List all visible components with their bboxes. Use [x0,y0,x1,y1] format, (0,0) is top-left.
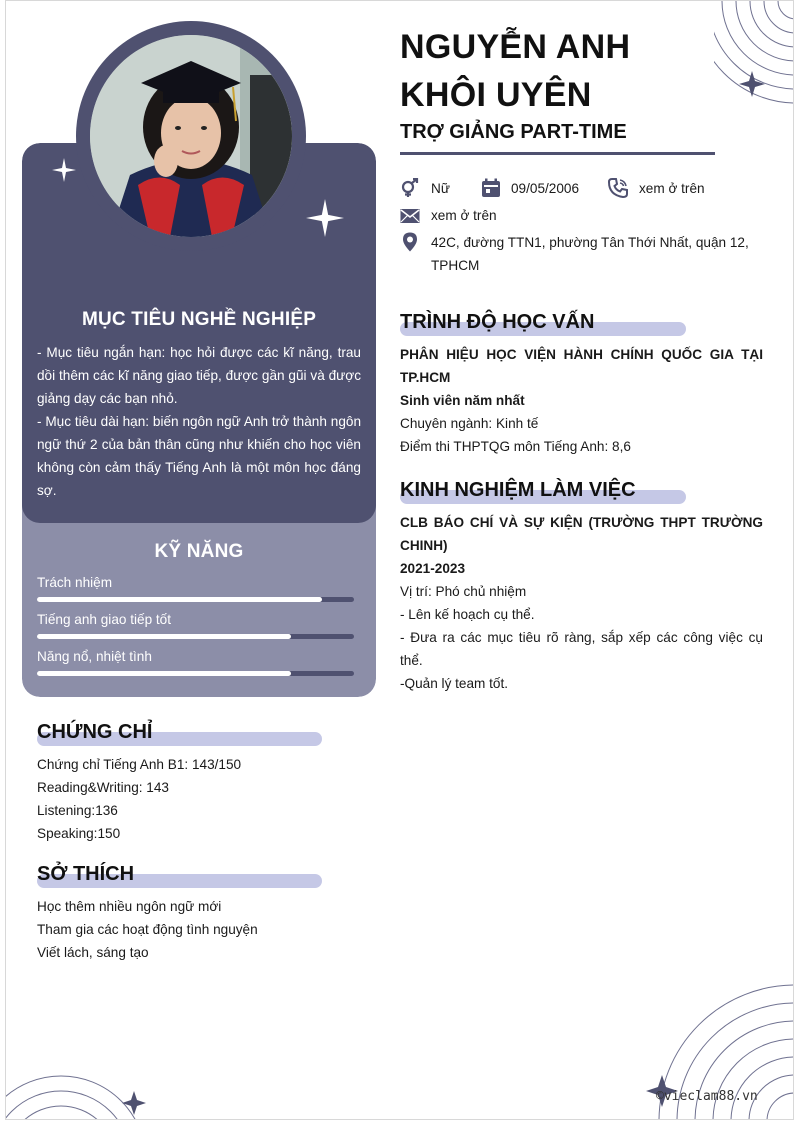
phone-value: xem ở trên [639,181,705,196]
education-body [400,343,763,458]
full-name [400,23,630,119]
skill-label: Trách nhiệm [37,575,113,590]
skill-bar-track [37,634,354,639]
education-score: Điểm thi THPTQG môn Tiếng Anh: 8,6 [400,439,631,454]
objective-short-term: - Mục tiêu ngắn hạn: học hỏi được các kĩ năng, trau dồi thêm các kĩ năng giao tiếp, được gần gũi và được giảng dạy các bạn nhỏ. [37,345,361,406]
job-title: TRỢ GIẢNG PART-TIME [400,121,627,143]
skill-bar-track [37,597,354,602]
sparkle-icon [52,158,76,182]
skill-bar-fill [37,671,291,676]
email-value: xem ở trên [431,208,497,223]
gender-icon [400,178,420,198]
certificate-line: Chứng chỉ Tiếng Anh B1: 143/150 [37,757,242,772]
name-line-1: NGUYỄN ANH [400,28,631,66]
skill-bar-fill [37,597,322,602]
hobby-line: Viết lách, sáng tạo [37,945,149,960]
calendar-icon [481,178,501,198]
certificates-title: CHỨNG CHỈ [37,721,153,743]
hobby-line: Học thêm nhiều ngôn ngữ mới [37,899,222,914]
skill-item [37,611,354,639]
objective-title: MỤC TIÊU NGHỀ NGHIỆP [81,309,317,330]
experience-duty: - Đưa ra các mục tiêu rõ ràng, sắp xếp các công việc cụ thể. [400,630,763,668]
hobbies-title: SỞ THÍCH [37,863,135,885]
mail-icon [400,206,420,226]
skill-bar-track [37,671,354,676]
skill-label: Tiếng anh giao tiếp tốt [37,612,172,627]
education-major: Chuyên ngành: Kinh tế [400,416,539,431]
address-line-1: 42C, đường TTN1, phường Tân Thới Nhất, quận 12, [431,235,749,250]
hobby-line: Tham gia các hoạt động tình nguyện [37,922,258,937]
job-title-underline [400,152,715,155]
certificate-line: Reading&Writing: 143 [37,780,169,795]
experience-body [400,511,763,695]
experience-position: Vị trí: Phó chủ nhiệm [400,584,527,599]
name-line-2: KHÔI UYÊN [400,76,592,114]
sparkle-icon [306,199,344,237]
decorative-arcs-bottom-left [6,1061,156,1120]
certificates-list [37,753,241,845]
gender-value: Nữ [431,181,450,196]
objective-long-term: - Mục tiêu dài hạn: biến ngôn ngữ Anh trở thành ngôn ngữ thứ 2 của bản thân cũng như khiến cho học viên không còn cảm thấy Tiếng Anh là một môn học đáng sợ. [37,414,361,498]
watermark: ©vieclam88.vn [656,1089,758,1104]
phone-icon [608,178,628,198]
skill-label: Năng nổ, nhiệt tình [37,649,152,664]
skill-item [37,648,354,676]
experience-period: 2021-2023 [400,561,466,576]
experience-org: CLB BÁO CHÍ VÀ SỰ KIỆN (TRƯỜNG THPT TRƯỜNG CHINH) [400,515,763,553]
location-icon [400,232,420,252]
objective-text [37,341,361,502]
hobbies-list [37,895,258,964]
address-line-2: TPHCM [431,258,480,273]
skill-bar-fill [37,634,291,639]
certificate-line: Speaking:150 [37,826,121,841]
experience-duty: - Lên kế hoạch cụ thể. [400,607,535,622]
experience-duty: -Quản lý team tốt. [400,676,509,691]
decorative-arcs-top [714,1,794,111]
skill-item [37,574,354,602]
address-value [431,231,749,277]
cv-page [5,0,794,1120]
education-status: Sinh viên năm nhất [400,393,525,408]
certificate-line: Listening:136 [37,803,118,818]
experience-title: KINH NGHIỆM LÀM VIỆC [400,479,636,501]
skills-title: KỸ NĂNG [154,541,244,562]
avatar [90,35,292,237]
education-school: PHÂN HIỆU HỌC VIỆN HÀNH CHÍNH QUỐC GIA TẠI TP.HCM [400,347,763,385]
education-title: TRÌNH ĐỘ HỌC VẤN [400,311,595,333]
birthday-value: 09/05/2006 [511,181,580,196]
